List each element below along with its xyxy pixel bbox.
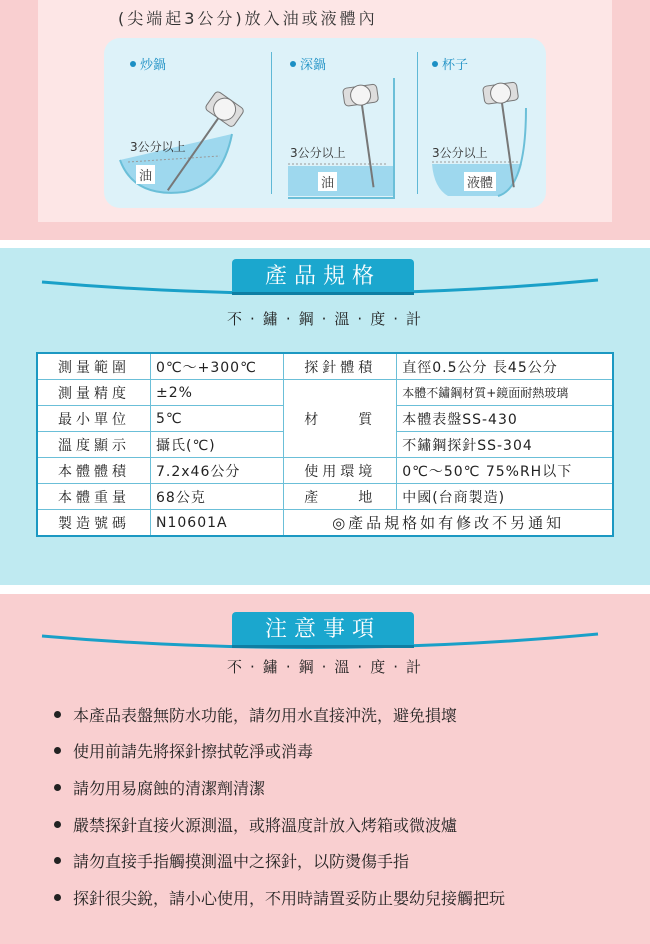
table-row: 最小單位 5℃ 本體表盤SS-430 [37, 406, 613, 432]
bullet-icon [54, 857, 61, 864]
spec-notice: ◎產品規格如有修改不另通知 [284, 510, 613, 537]
panel-divider [271, 52, 272, 194]
table-row: 本體體積 7.2x46公分 使用環境 0℃～50℃ 75%RH以下 [37, 458, 613, 484]
bullet-icon [54, 821, 61, 828]
table-row: 測量精度 ±2% 材 質 本體不鏽鋼材質+鏡面耐熱玻璃 [37, 380, 613, 406]
spec-subtitle: 不 · 鏽 · 鋼 · 溫 · 度 · 計 [227, 310, 423, 328]
level-label: 3公分以上 [290, 146, 346, 160]
list-item: 使用前請先將探針擦拭乾淨或消毒 [54, 733, 505, 770]
list-item: 本產品表盤無防水功能，請勿用水直接沖洗，避免損壞 [54, 696, 505, 733]
panel-title: 深鍋 [290, 54, 326, 73]
spec-table [36, 352, 614, 537]
table-row: 製造號碼 N10601A ◎產品規格如有修改不另通知 [37, 510, 613, 537]
usage-illustration-panel [104, 38, 546, 208]
list-item: 嚴禁探針直接火源測溫，或將溫度計放入烤箱或微波爐 [54, 806, 505, 843]
panel-wok [104, 38, 250, 208]
bullet-icon [54, 747, 61, 754]
notice-subtitle: 不 · 鏽 · 鋼 · 溫 · 度 · 計 [227, 658, 423, 676]
level-label: 3公分以上 [130, 140, 186, 154]
bullet-icon [54, 711, 61, 718]
usage-instruction: (尖端起3公分)放入油或液體內 [118, 9, 378, 28]
bullet-icon [54, 784, 61, 791]
panel-title: 炒鍋 [130, 54, 166, 73]
liquid-label: 油 [318, 172, 337, 191]
table-row: 測量範圍 0℃～+300℃ 探針體積 直徑0.5公分 長45公分 [37, 353, 613, 380]
list-item: 探針很尖銳，請小心使用，不用時請置妥防止嬰幼兒接觸把玩 [54, 879, 505, 916]
panel-cup [418, 38, 564, 208]
level-label: 3公分以上 [432, 146, 488, 160]
table-row: 本體重量 68公克 產 地 中國(台商製造) [37, 484, 613, 510]
wok-thermometer-illustration [104, 38, 250, 208]
list-item: 請勿直接手指觸摸測溫中之探針，以防燙傷手指 [54, 842, 505, 879]
panel-title: 杯子 [432, 54, 468, 73]
spec-section [0, 248, 650, 585]
liquid-label: 油 [136, 165, 155, 184]
notice-heading: 注意事項 [232, 612, 414, 648]
pot-thermometer-illustration [274, 38, 420, 208]
notice-section [0, 594, 650, 944]
panel-pot [274, 38, 420, 208]
notice-list [54, 696, 505, 916]
usage-card [38, 0, 612, 222]
spec-heading: 產品規格 [232, 259, 414, 295]
usage-section [0, 0, 650, 240]
list-item: 請勿用易腐蝕的清潔劑清潔 [54, 769, 505, 806]
liquid-label: 液體 [464, 172, 496, 191]
table-row: 溫度顯示 攝氏(℃) 不鏽鋼探針SS-304 [37, 432, 613, 458]
bullet-icon [54, 894, 61, 901]
